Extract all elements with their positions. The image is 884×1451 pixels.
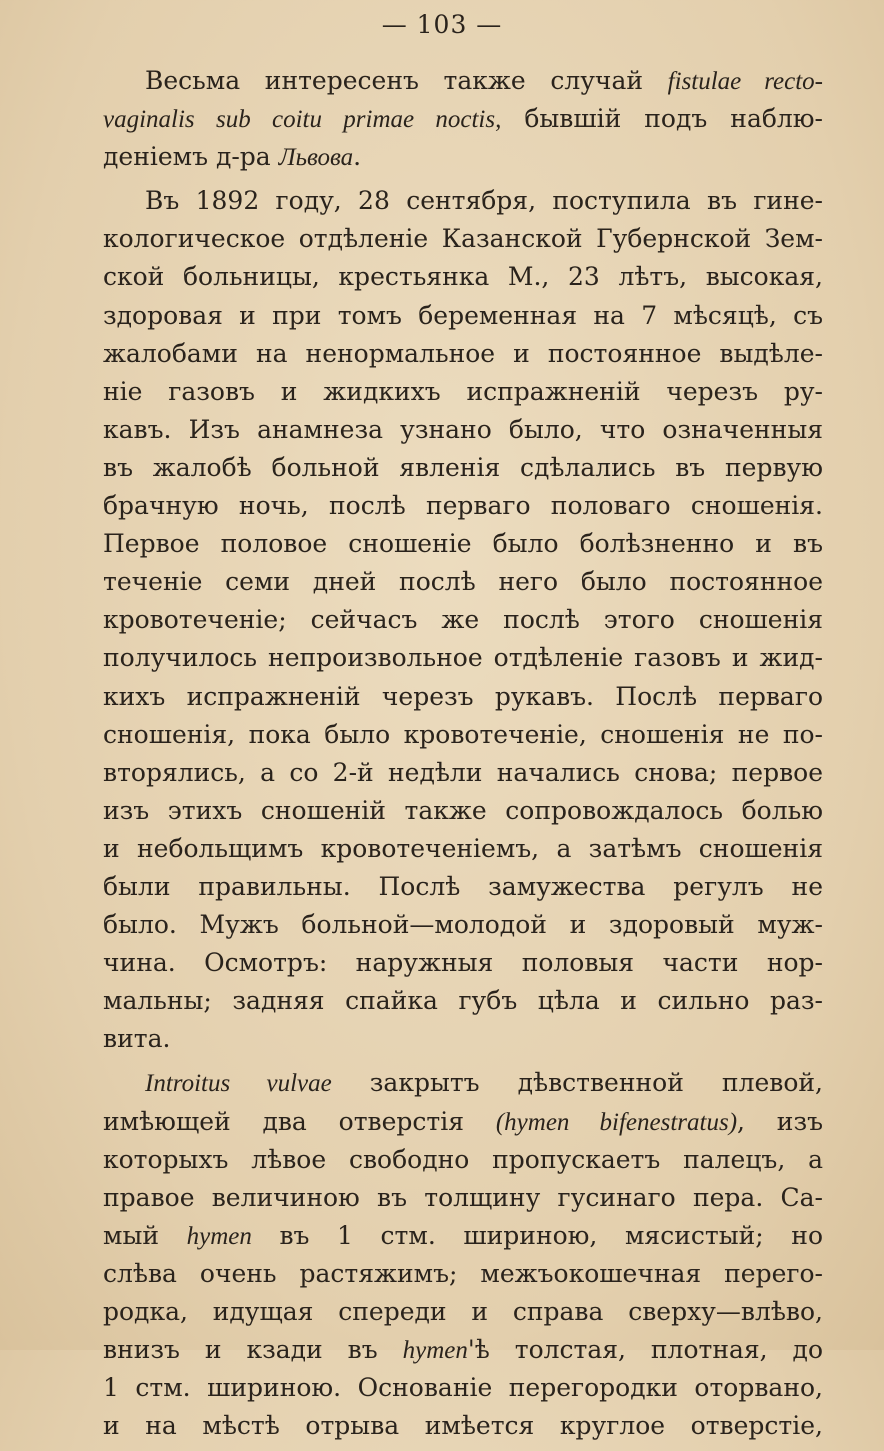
text-line	[103, 62, 823, 100]
text-segment: вита.	[103, 1024, 171, 1054]
text-segment: кологическое отдѣленіе Казанской Губернской Зем-	[103, 224, 823, 254]
latin-term: (hymen bifenestratus)	[495, 1108, 738, 1136]
text-line	[103, 335, 823, 373]
text-segment: Первое половое сношеніе было болѣзненно и въ	[103, 529, 823, 559]
text-segment: бывшій подъ наблю-	[501, 104, 823, 134]
text-line	[103, 1141, 823, 1179]
text-line	[103, 982, 823, 1020]
text-line	[103, 906, 823, 944]
text-line	[103, 563, 823, 601]
text-segment: были правильны. Послѣ замужества регулъ не	[103, 871, 823, 901]
latin-term: fistulae recto-	[667, 68, 823, 95]
text-line	[103, 1103, 823, 1141]
text-line	[103, 220, 823, 258]
text-line	[103, 754, 823, 792]
latin-term: hymen	[186, 1222, 252, 1250]
text-line	[103, 601, 823, 639]
text-line	[103, 1179, 823, 1217]
text-line	[103, 182, 823, 220]
text-line	[103, 868, 823, 906]
text-segment: 'ѣ толстая, плотная, до	[467, 1335, 823, 1365]
text-segment: сношенія, пока было кровотеченіе, сношенія не по-	[103, 719, 823, 749]
text-segment: мый	[103, 1220, 187, 1250]
text-segment: родка, идущая спереди и справа сверху—влѣво,	[103, 1297, 823, 1326]
text-line	[103, 373, 823, 411]
text-segment: кавъ. Изъ анамнеза узнано было, что означенныя	[103, 414, 823, 444]
text-segment: брачную ночь, послѣ перваго половаго сношенія.	[103, 491, 823, 521]
text-line	[103, 944, 823, 982]
text-line	[103, 297, 823, 335]
latin-term: Introitus vulvae	[145, 1070, 332, 1098]
text-line	[103, 1331, 823, 1369]
text-segment: вторялись, а со 2-й недѣли начались снова; первое	[103, 757, 823, 787]
text-line	[103, 1064, 823, 1102]
text-segment: внизъ и кзади въ	[103, 1335, 403, 1365]
latin-term: vaginalis sub coitu primae noctis,	[103, 106, 502, 134]
text-segment: кровотеченіе; сейчасъ же послѣ этого сношенія	[103, 605, 823, 635]
text-segment: изъ этихъ сношеній также сопровождалось болью	[103, 795, 823, 825]
text-segment: ніе газовъ и жидкихъ испражненій черезъ ру-	[103, 376, 823, 406]
text-line	[103, 1407, 823, 1445]
text-line	[103, 1020, 823, 1058]
page-number: — 103 —	[381, 10, 503, 39]
text-segment: .	[353, 142, 362, 172]
paragraph	[103, 1064, 823, 1445]
text-segment: слѣва очень растяжимъ; межъокошечная перего-	[103, 1258, 823, 1288]
text-line	[103, 1255, 823, 1293]
latin-term: hymen	[402, 1337, 468, 1365]
text-line	[103, 1217, 823, 1255]
text-line	[103, 138, 823, 176]
text-line	[103, 678, 823, 716]
text-segment: закрытъ дѣвственной плевой,	[331, 1068, 823, 1098]
text-segment: имѣющей два отверстія	[103, 1106, 496, 1136]
text-line	[103, 258, 823, 296]
text-segment: мальны; задняя спайка губъ цѣла и сильно раз-	[103, 986, 823, 1016]
text-segment: въ жалобѣ больной явленія сдѣлались въ первую	[103, 452, 823, 482]
text-segment: было. Мужъ больной—молодой и здоровый муж-	[103, 910, 823, 940]
text-segment: которыхъ лѣвое свободно пропускаетъ палецъ, а	[103, 1144, 823, 1174]
latin-term: Львова	[278, 144, 354, 172]
text-segment: кихъ испражненій черезъ рукавъ. Послѣ перваго	[103, 681, 823, 711]
text-line	[103, 716, 823, 754]
text-segment: деніемъ д-ра	[103, 142, 279, 172]
text-segment: и небольщимъ кровотеченіемъ, а затѣмъ сношенія	[103, 833, 823, 863]
text-segment: правое величиною въ толщину гусинаго пера. Са-	[103, 1182, 823, 1212]
text-segment: Весьма интересенъ также случай	[145, 66, 668, 95]
text-segment: въ 1 стм. шириною, мясистый; но	[251, 1220, 823, 1250]
text-segment: , изъ	[737, 1106, 823, 1136]
text-segment: чина. Осмотръ: наружныя половыя части нор-	[103, 948, 823, 978]
body-text	[103, 62, 823, 1451]
text-line	[103, 830, 823, 868]
text-segment: теченіе семи дней послѣ него было постоянное	[103, 567, 823, 597]
text-line	[103, 792, 823, 830]
text-line	[103, 639, 823, 677]
text-line	[103, 525, 823, 563]
text-segment: здоровая и при томъ беременная на 7 мѣсяцѣ, съ	[103, 300, 823, 330]
text-segment: получилось непроизвольное отдѣленіе газовъ и жид-	[103, 643, 823, 673]
paragraph	[103, 182, 823, 1058]
text-segment: Въ 1892 году, 28 сентября, поступила въ гине-	[145, 186, 823, 216]
text-segment: и на мѣстѣ отрыва имѣется круглое отверстіе,	[103, 1411, 823, 1441]
text-segment: 1 стм. шириною. Основаніе перегородки оторвано,	[103, 1373, 823, 1403]
text-segment: жалобами на ненормальное и постоянное выдѣле-	[103, 338, 823, 368]
text-segment: ской больницы, крестьянка М., 23 лѣтъ, высокая,	[103, 262, 823, 292]
text-line	[103, 487, 823, 525]
text-line	[103, 100, 823, 138]
text-line	[103, 1369, 823, 1407]
text-line	[103, 411, 823, 449]
text-line	[103, 449, 823, 487]
paragraph	[103, 62, 823, 176]
text-line	[103, 1293, 823, 1331]
